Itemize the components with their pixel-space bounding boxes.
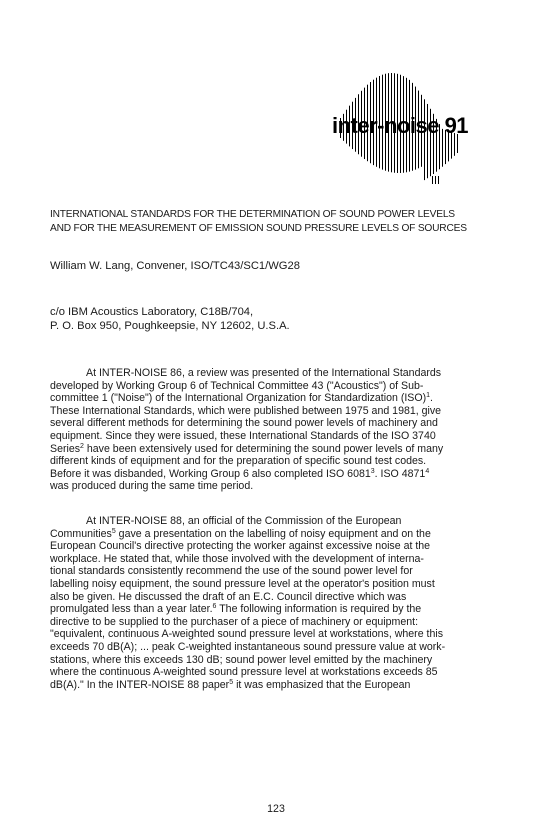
text-line: equipment. Since they were issued, these International Standards of the ISO 3740 — [50, 429, 436, 442]
footnote-ref: 2 — [80, 442, 84, 450]
text-line: different kinds of equipment and for the preparation of specific sound test codes. — [50, 455, 427, 468]
body-paragraph-2 — [50, 515, 510, 691]
text-line: developed by Working Group 6 of Technical Committee 43 ("Acoustics") of Sub- — [50, 379, 424, 392]
text-line: committee 1 ("Noise") of the International Organization for Standardization (ISO) — [50, 392, 427, 405]
title-line-1: INTERNATIONAL STANDARDS FOR THE DETERMINATION OF SOUND POWER LEVELS — [50, 209, 455, 220]
text-line: . ISO 4871 — [374, 467, 426, 480]
text-line: tional standards consistently recommend the use of the sound power level for — [50, 565, 413, 578]
conference-logo — [320, 58, 470, 188]
text-line: "equivalent, continuous A-weighted sound pressure level at workstations, where this — [50, 628, 444, 641]
text-line: Communities — [50, 527, 112, 540]
text-line: where the continuous A-weighted sound pressure level at workstations exceeds 85 — [50, 666, 438, 679]
footnote-ref: 1 — [426, 392, 431, 400]
text-line: exceeds 70 dB(A); ... peak C-weighted instantaneous sound pressure value at work- — [50, 640, 446, 653]
footnote-ref: 6 — [212, 603, 217, 611]
text-line: . — [430, 392, 433, 405]
text-line: was produced during the same time period. — [50, 480, 254, 493]
text-line: several different methods for determining the sound power levels of machinery and — [50, 417, 438, 430]
text-line: dB(A)." In the INTER-NOISE 88 paper — [50, 678, 230, 691]
footnote-ref: 5 — [111, 527, 116, 535]
text-line: The following information is required by the — [216, 603, 422, 616]
paper-title — [50, 208, 520, 236]
logo-text: inter-noise 91 — [332, 113, 469, 138]
text-line: Before it was disbanded, Working Group 6 also completed ISO 6081 — [50, 467, 371, 480]
text-line: stations, where this exceeds 130 dB; sound power level emitted by the machinery — [50, 653, 433, 666]
page-number: 123 — [267, 803, 285, 815]
text-line: At INTER-NOISE 86, a review was presented of the International Standards — [86, 367, 442, 379]
logo-bar — [438, 176, 439, 184]
text-line: At INTER-NOISE 88, an official of the Commission of the European — [86, 515, 402, 527]
text-line: promulgated less than a year later. — [50, 603, 213, 616]
title-line-2: AND FOR THE MEASUREMENT OF EMISSION SOUND PRESSURE LEVELS OF SOURCES — [50, 223, 467, 234]
body-paragraph-1 — [50, 367, 510, 493]
text-line: gave a presentation on the labelling of noisy equipment and on the — [115, 527, 431, 540]
text-line: workplace. He stated that, while those involved with the development of interna- — [50, 552, 424, 565]
text-line: These International Standards, which were published between 1975 and 1981, give — [50, 404, 442, 417]
affiliation-line-1: c/o IBM Acoustics Laboratory, C18B/704, — [50, 306, 254, 318]
text-line: Series — [50, 442, 81, 455]
text-line: European Council's directive protecting the worker against excessive noise at the — [50, 540, 431, 553]
text-line: have been extensively used for determining the sound power levels of many — [83, 442, 444, 455]
text-line: it was emphasized that the European — [233, 678, 411, 691]
logo-bar — [435, 176, 436, 184]
logo-bar — [424, 99, 425, 180]
text-line: also be given. He discussed the draft of an E.C. Council directive which was — [50, 590, 407, 603]
footnote-ref: 4 — [425, 467, 430, 475]
logo-bar — [432, 176, 433, 184]
text-line: labelling noisy equipment, the sound pressure level at the operator's position must — [50, 577, 435, 590]
footnote-ref: 5 — [229, 678, 234, 686]
author-line: William W. Lang, Convener, ISO/TC43/SC1/WG28 — [50, 260, 300, 272]
affiliation — [50, 305, 290, 333]
footnote-ref: 3 — [370, 467, 375, 475]
text-line: directive to be supplied to the purchaser of a piece of machinery or equipment: — [50, 615, 419, 628]
affiliation-line-2: P. O. Box 950, Poughkeepsie, NY 12602, U.S.A. — [50, 320, 290, 332]
